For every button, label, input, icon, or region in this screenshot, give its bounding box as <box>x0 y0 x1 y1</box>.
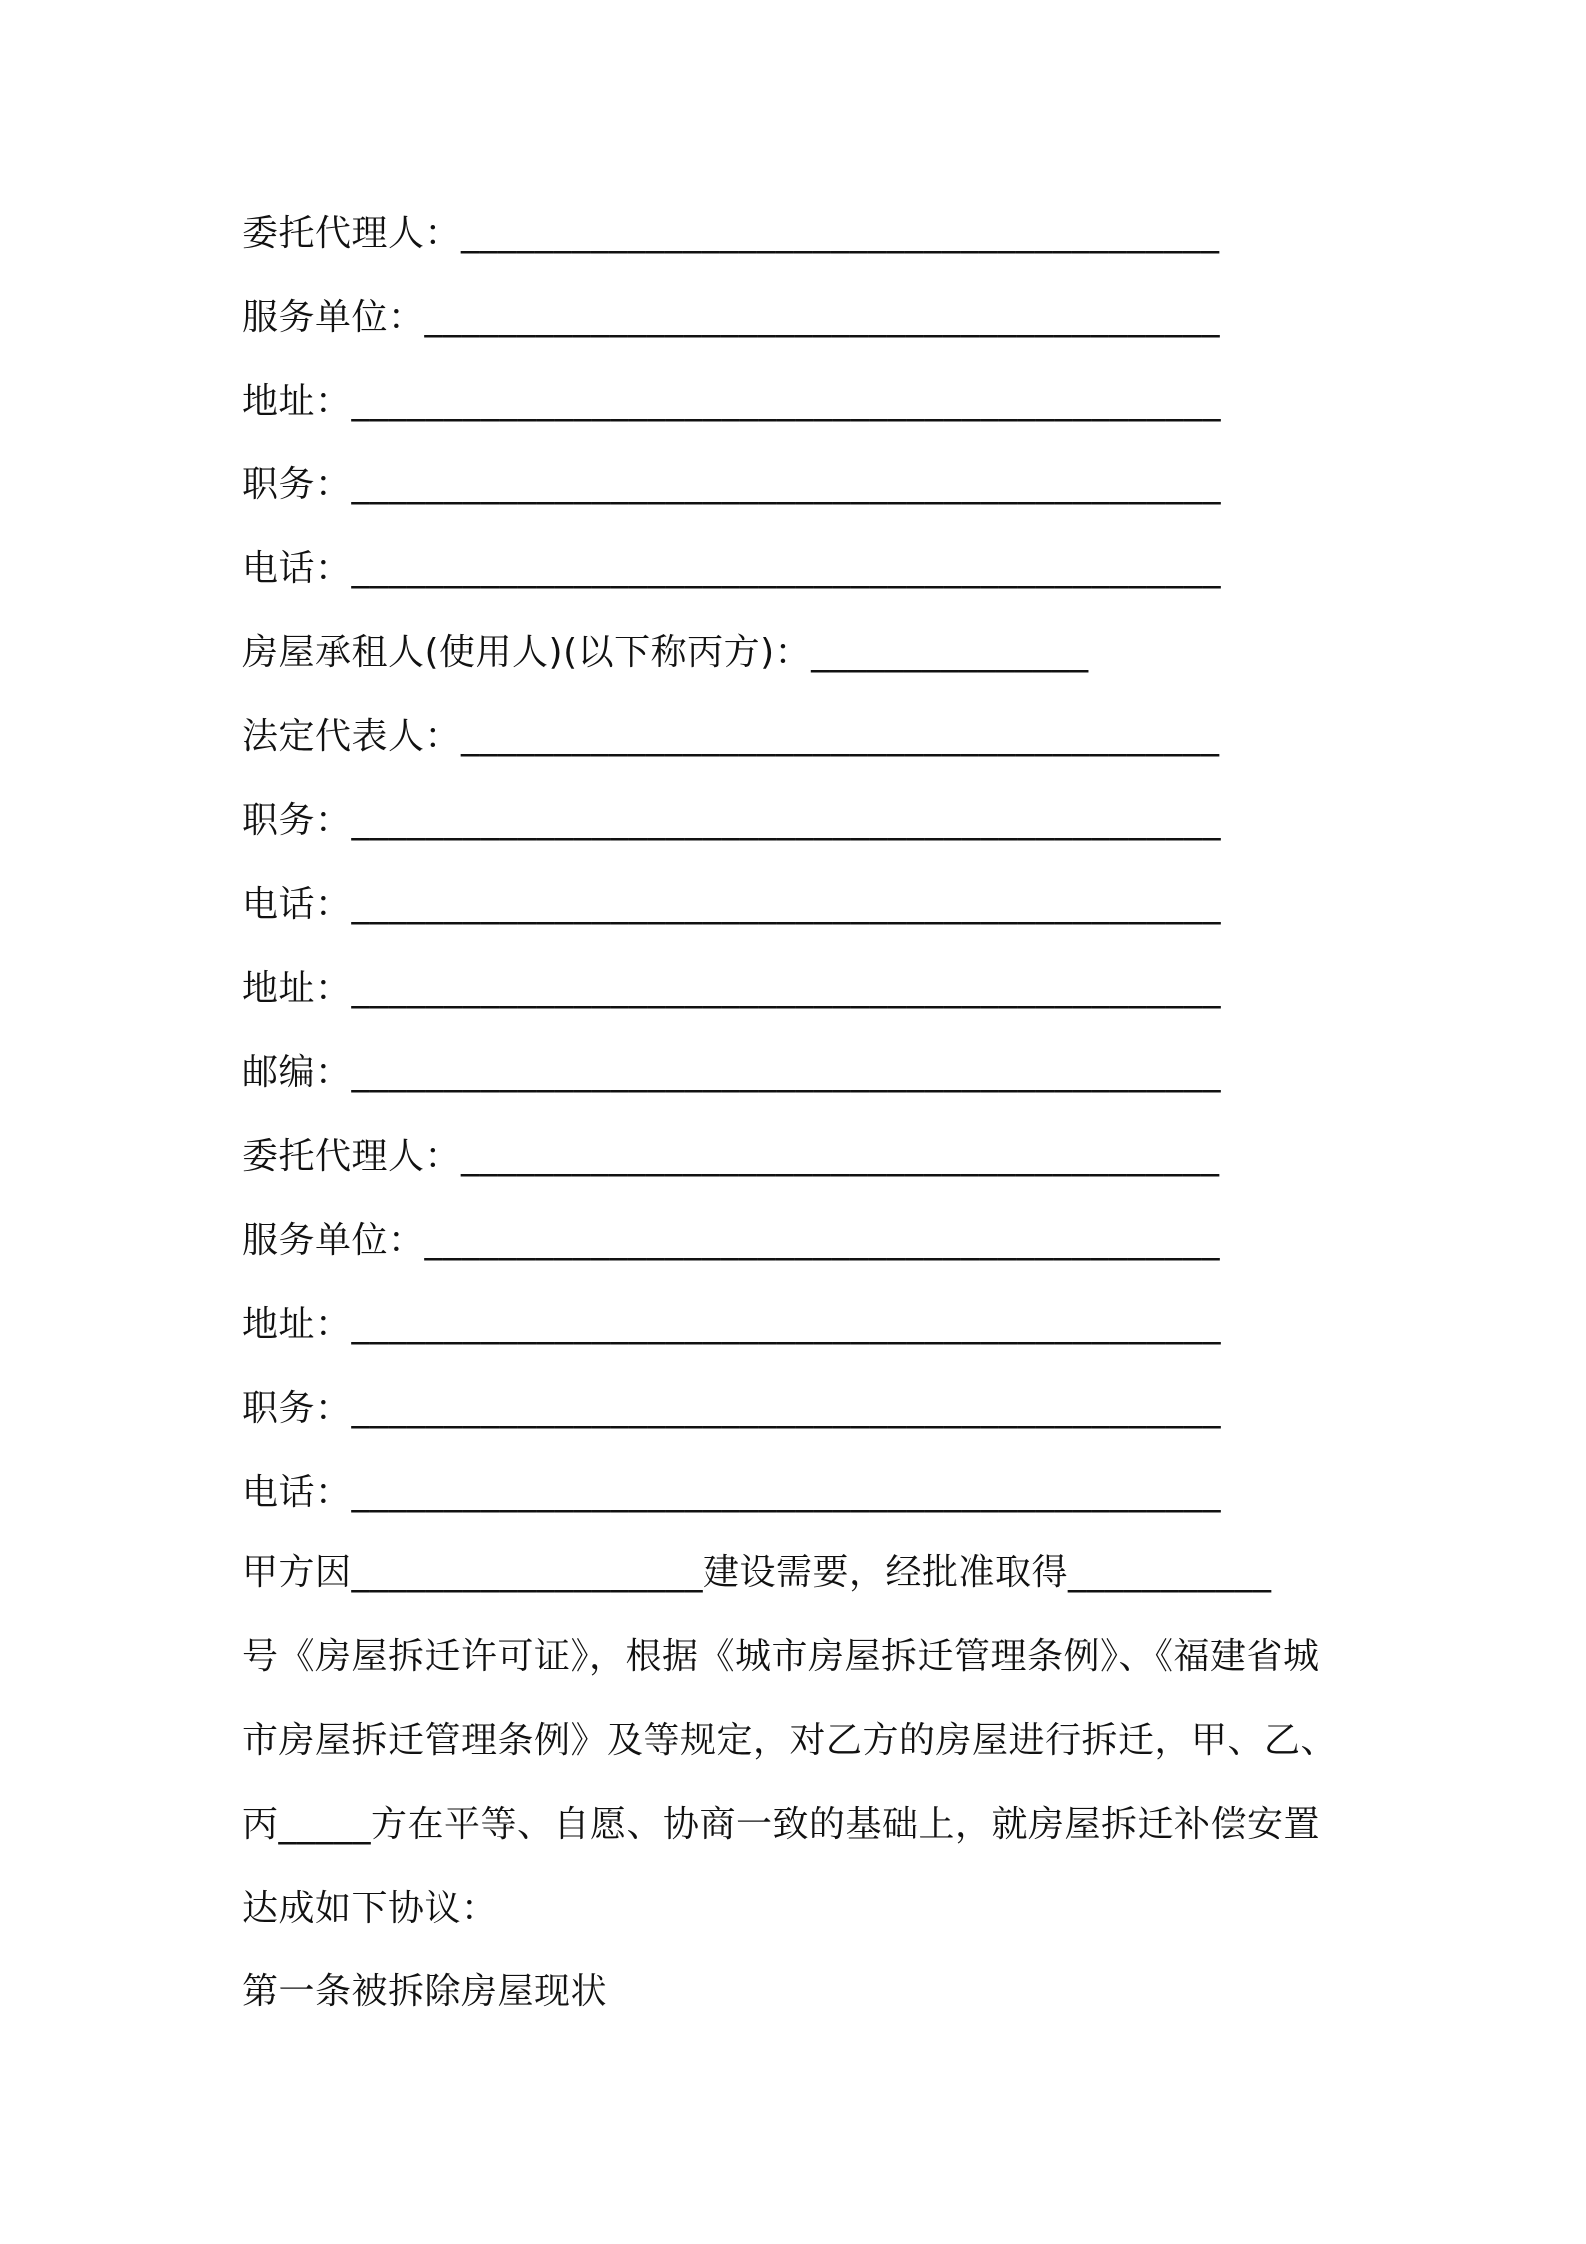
paragraph-line: 达成如下协议： <box>242 1888 498 1929</box>
field-phone-1: 电话：_______________________________________________ <box>242 548 1222 589</box>
paragraph-line: 丙_____方在平等、自愿、协商一致的基础上，就房屋拆迁补偿安置 <box>242 1804 1321 1845</box>
field-employer-1: 服务单位：___________________________________________ <box>242 297 1221 338</box>
field-phone-2: 电话：_______________________________________________ <box>242 884 1222 925</box>
paragraph-line: 号《房屋拆迁许可证》，根据《城市房屋拆迁管理条例》、《福建省城 <box>242 1636 1320 1677</box>
field-address-1: 地址：_______________________________________________ <box>242 381 1222 422</box>
field-position-1: 职务：_______________________________________________ <box>242 464 1222 505</box>
field-phone-3: 电话：_______________________________________________ <box>242 1472 1222 1513</box>
field-agent-2: 委托代理人：_________________________________________ <box>242 1136 1220 1177</box>
paragraph-line: 甲方因___________________建设需要，经批准取得___________ <box>242 1552 1272 1593</box>
article-heading: 第一条被拆除房屋现状 <box>242 1971 608 2012</box>
field-tenant-party-c: 房屋承租人(使用人)(以下称丙方)：_______________ <box>242 632 1089 673</box>
field-postcode: 邮编：_______________________________________________ <box>242 1052 1222 1093</box>
field-address-3: 地址：_______________________________________________ <box>242 1304 1222 1345</box>
field-legal-representative: 法定代表人：_________________________________________ <box>242 716 1220 757</box>
field-agent-1: 委托代理人：_________________________________________ <box>242 213 1220 254</box>
field-employer-2: 服务单位：___________________________________________ <box>242 1220 1221 1261</box>
field-position-3: 职务：_______________________________________________ <box>242 1388 1222 1429</box>
agreement-paragraph <box>242 1531 1362 1951</box>
field-address-2: 地址：_______________________________________________ <box>242 968 1222 1009</box>
field-position-2: 职务：_______________________________________________ <box>242 800 1222 841</box>
paragraph-line: 市房屋拆迁管理条例》及等规定，对乙方的房屋进行拆迁，甲、乙、 <box>242 1720 1338 1761</box>
